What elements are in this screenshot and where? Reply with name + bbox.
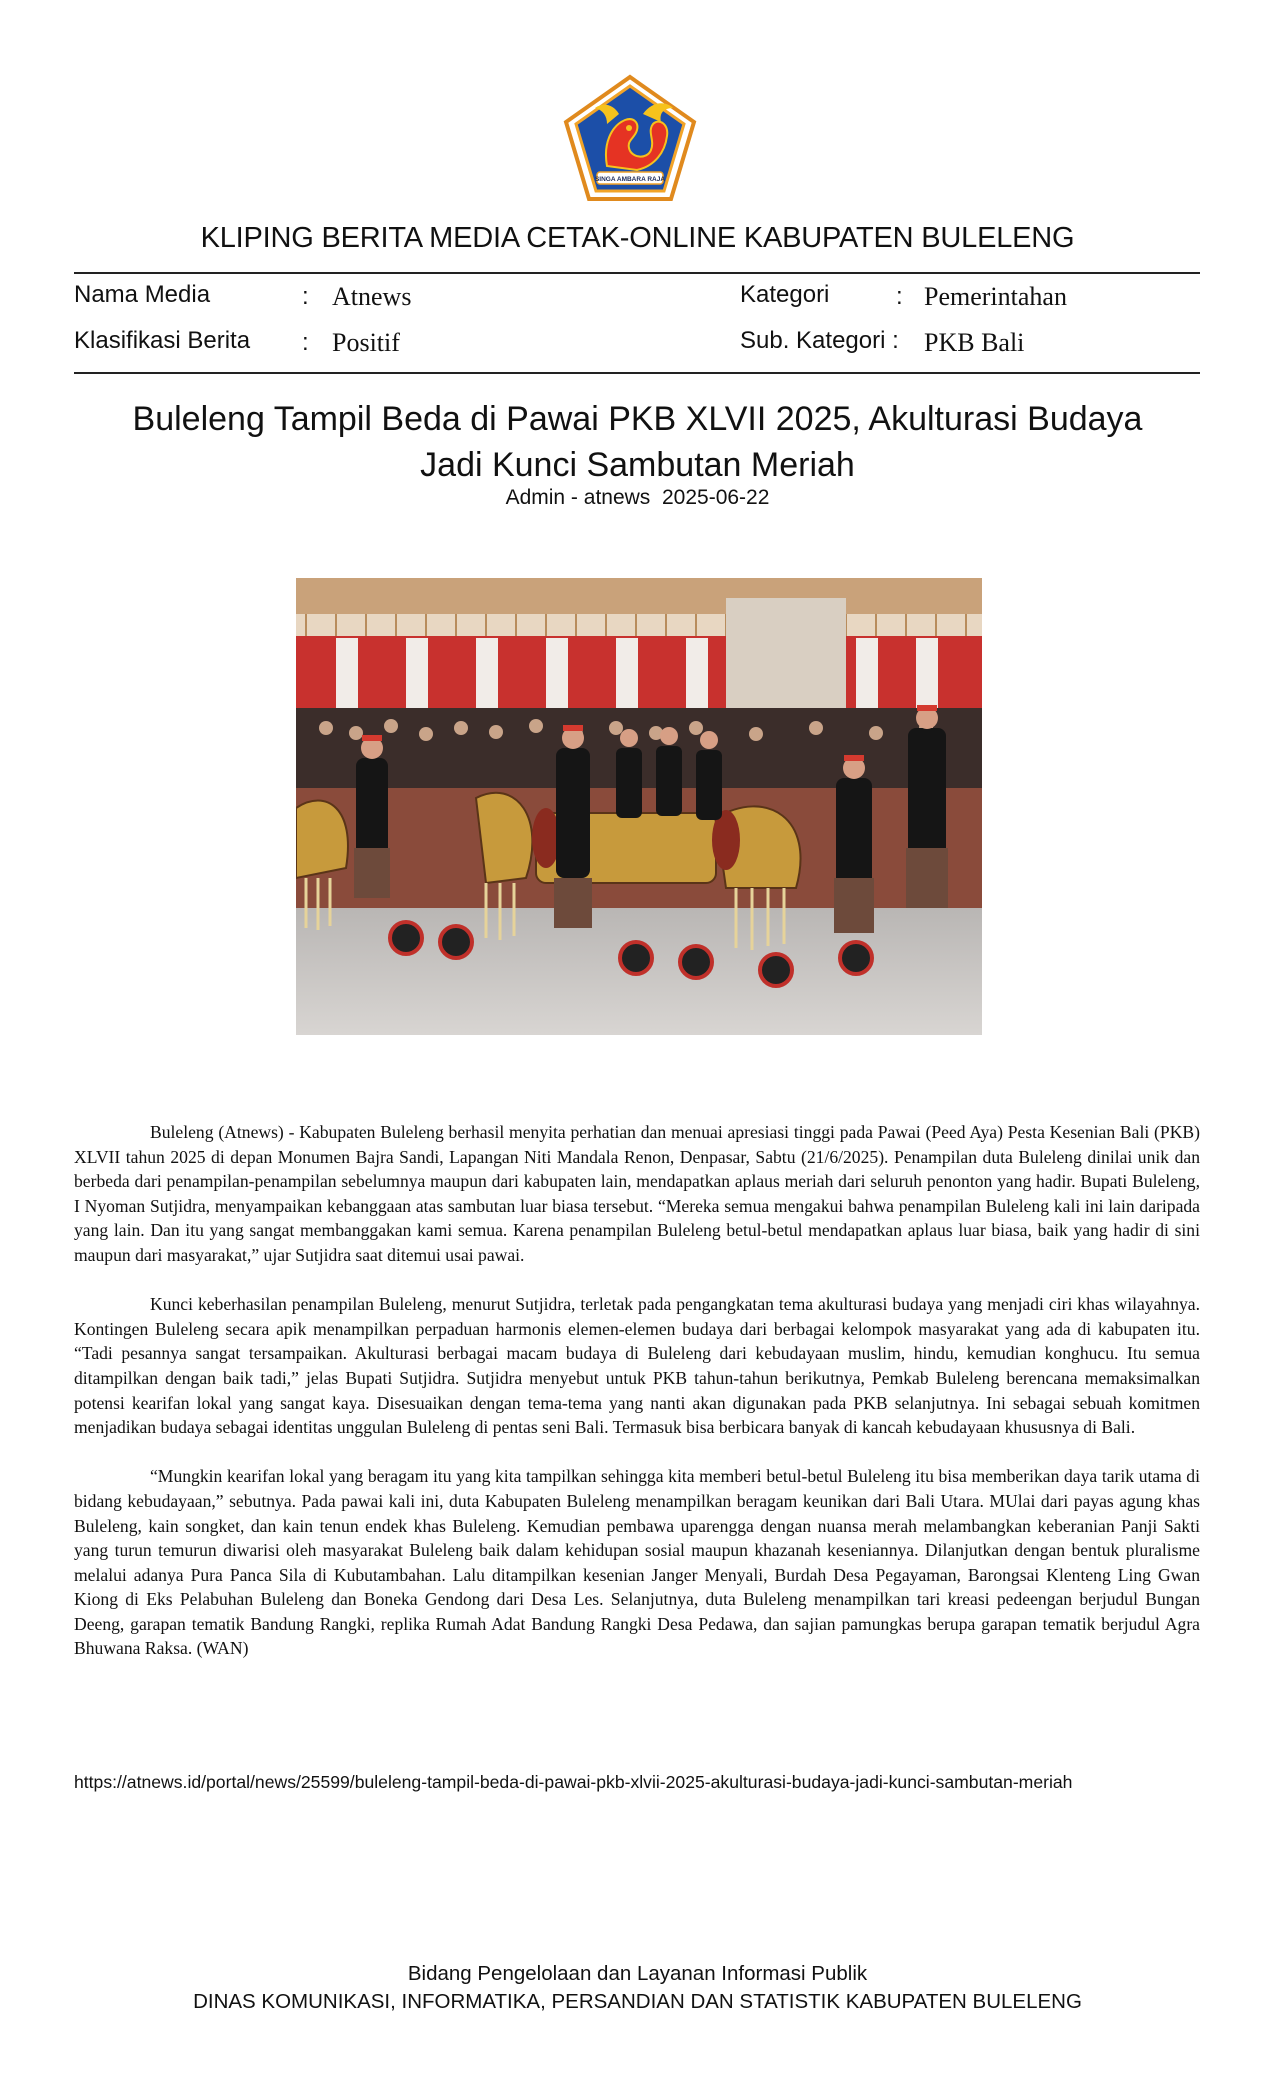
headline-line-1: Buleleng Tampil Beda di Pawai PKB XLVII 2025, Akulturasi Budaya [132, 400, 1143, 438]
bottom-divider [74, 372, 1200, 374]
kategori-value: Pemerintahan [924, 282, 1067, 311]
klasifikasi-value: Positif [332, 328, 400, 357]
article-paragraph: “Mungkin kearifan lokal yang beragam itu yang kita tampilkan sehingga kita memberi betul-betul Buleleng itu bisa memberikan daya tarik utama di bidang kebudayaan,” sebutnya. Pada pawai kali ini, duta Kabupaten Buleleng menampilkan beragam keunikan dari Bali Utara. MUlai dari payas agung khas Buleleng, kain songket, dan kain tenun endek khas Buleleng. Kemudian pembawa uparengga dengan nuansa merah melambangkan keberanian Panji Sakti yang turun temurun diwarisi oleh masyarakat Buleleng baik dalam kehidupan sosial maupun khazanah keseniannya. Dilanjutkan dengan bentuk pluralisme melalui adanya Pura Panca Sila di Kubutambahan. Lalu ditampilkan kesenian Janger Menyali, Burdah Desa Pegayaman, Barongsai Klenteng Ling Gwan Kiong di Eks Pelabuhan Buleleng dan Boneka Gendong dari Desa Les. Selanjutnya, duta Buleleng menampilkan tari kreasi pedeengan berjudul Bungan Deeng, garapan tematik Bandung Rangki, replika Rumah Adat Bandung Rangki Desa Pedawa, dan sajian pamungkas berupa garapan tematik berjudul Agra Bhuwana Raksa. (WAN) [74, 1466, 1200, 1659]
footer-agency: DINAS KOMUNIKASI, INFORMATIKA, PERSANDIAN DAN STATISTIK KABUPATEN BULELENG [193, 1990, 1082, 2013]
article-byline [0, 486, 1275, 510]
article-paragraph: Buleleng (Atnews) - Kabupaten Buleleng berhasil menyita perhatian dan menuai apresiasi tinggi pada Pawai (Peed Aya) Pesta Kesenian Bali (PKB) XLVII tahun 2025 di depan Monumen Bajra Sandi, Lapangan Niti Mandala Renon, Denpasar, Sabtu (21/6/2025). Penampilan duta Buleleng dinilai unik dan berbeda dari penampilan-penampilan sebelumnya maupun dari kabupaten lain, mendapatkan aplaus meriah dari seluruh penonton yang hadir. Bupati Buleleng, I Nyoman Sutjidra, menyampaikan kebanggaan atas sambutan luar biasa tersebut. “Mereka semua mengakui bahwa penampilan Buleleng kali ini lain daripada yang lain. Dan itu yang sangat membanggakan kami semua. Karena penampilan Buleleng betul-betul mendapatkan aplaus luar biasa, baik yang hadir di sini maupun dari masyarakat,” ujar Sutjidra saat ditemui usai pawai. [74, 1122, 1200, 1265]
klasifikasi-label: Klasifikasi Berita [74, 327, 251, 354]
sub-kategori-label: Sub. Kategori : [740, 327, 899, 354]
top-divider [74, 272, 1200, 274]
nama-media-label: Nama Media [74, 281, 211, 308]
article-author: Admin - atnews [505, 486, 651, 509]
sub-kategori-value: PKB Bali [924, 328, 1025, 357]
footer-department: Bidang Pengelolaan dan Layanan Informasi Publik [407, 1962, 868, 1985]
klasifikasi-colon: : [302, 329, 309, 356]
kategori-colon: : [896, 283, 903, 310]
article-headline [100, 396, 1175, 488]
article-body [74, 1120, 1200, 1686]
article-date: 2025-06-22 [661, 486, 770, 509]
article-photo [296, 578, 982, 1035]
kategori-label: Kategori [740, 281, 830, 308]
nama-media-colon: : [302, 283, 309, 310]
buleleng-emblem-logo [563, 74, 697, 202]
headline-line-2: Jadi Kunci Sambutan Meriah [420, 446, 855, 484]
nama-media-value: Atnews [332, 282, 412, 311]
article-paragraph: Kunci keberhasilan penampilan Buleleng, menurut Sutjidra, terletak pada pengangkatan tema akulturasi budaya yang menjadi ciri khas wilayahnya. Kontingen Buleleng secara apik menampilkan perpaduan harmonis elemen-elemen budaya dari berbagai kelompok masyarakat yang ada di kabupaten itu. “Tadi pesannya sangat tersampaikan. Akulturasi berbagai macam budaya di Buleleng dari kebudayaan muslim, hindu, kemudian konghucu. Itu semua ditampilkan dengan baik tadi,” jelas Bupati Sutjidra. Sutjidra menyebut untuk PKB tahun-tahun berikutnya, Pemkab Buleleng berencana memaksimalkan potensi kearifan lokal yang sangat kaya. Disesuaikan dengan tema-tema yang nanti akan digunakan pada PKB selanjutnya. Ini sebagai sebuah komitmen menjadikan budaya sebagai identitas unggulan Buleleng di pentas seni Bali. Termasuk bisa berbicara banyak di kancah kebudayaan khususnya di Bali. [74, 1294, 1200, 1438]
page-title: KLIPING BERITA MEDIA CETAK-ONLINE KABUPATEN BULELENG [200, 222, 1075, 254]
emblem-motto: SINGA AMBARA RAJA [594, 176, 666, 183]
source-url-link[interactable]: https://atnews.id/portal/news/25599/buleleng-tampil-beda-di-pawai-pkb-xlvii-2025-akulturasi-budaya-jadi-kunci-sambutan-meriah [74, 1772, 1073, 1792]
page-footer [0, 1960, 1275, 2016]
